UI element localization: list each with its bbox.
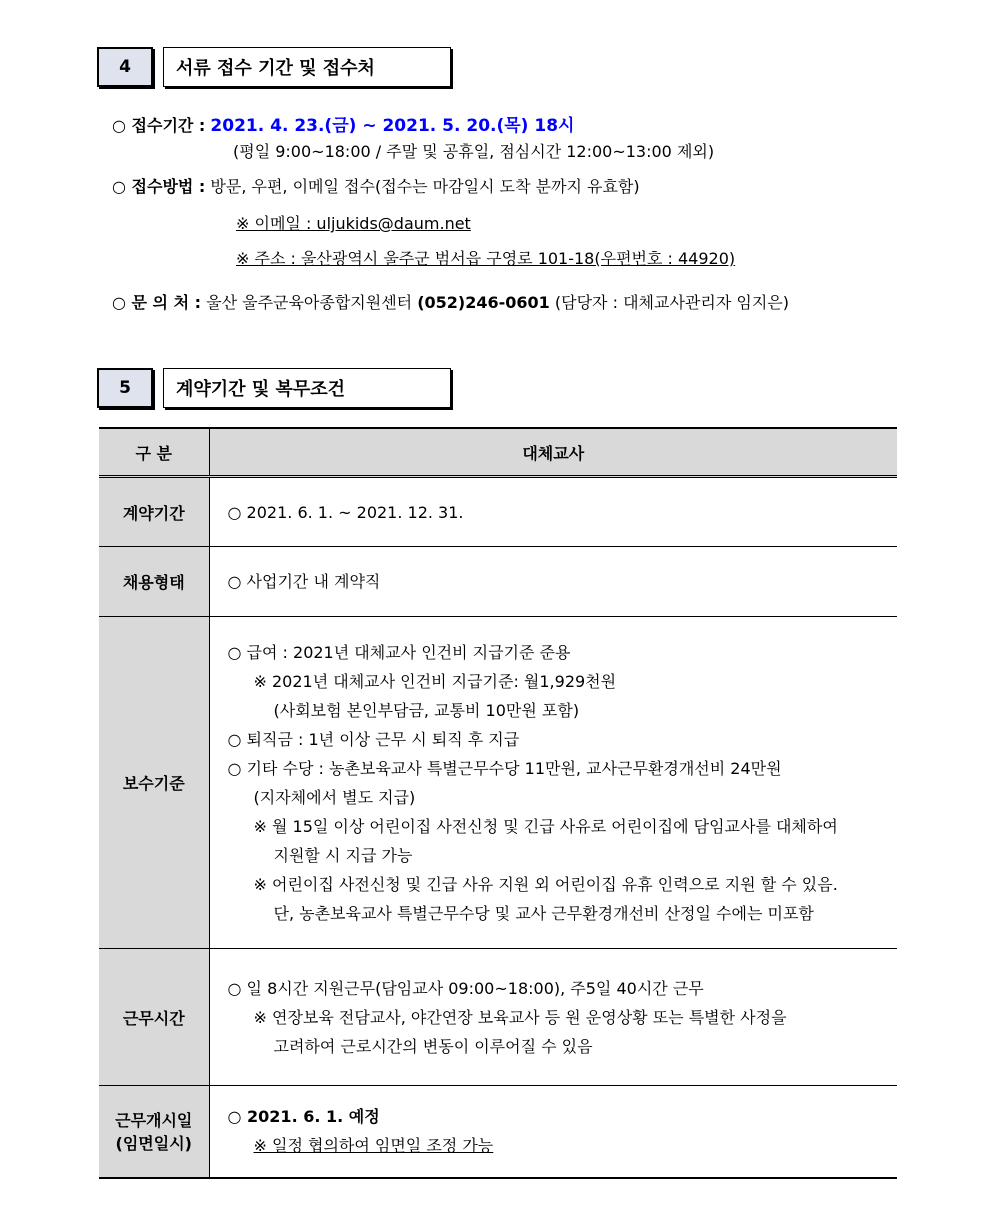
method-label: ○ 접수방법 : bbox=[112, 177, 206, 196]
email-line: ※ 이메일 : uljukids@daum.net bbox=[236, 214, 471, 233]
value-line: ○ 일 8시간 지원근무(담임교사 09:00~18:00), 주5일 40시간 근무 bbox=[227, 978, 704, 998]
value-line: ○ 퇴직금 : 1년 이상 근무 시 퇴직 후 지급 bbox=[227, 729, 520, 749]
value-line: ※ 일정 협의하여 임면일 조정 가능 bbox=[253, 1136, 494, 1156]
row-label: 채용형태 bbox=[99, 547, 209, 617]
row-value bbox=[209, 617, 897, 949]
period-label: ○ 접수기간 : bbox=[112, 116, 206, 135]
value-line: ※ 연장보육 전담교사, 야간연장 보육교사 등 원 운영상황 또는 특별한 사정을 bbox=[253, 1007, 787, 1027]
header-category: 구 분 bbox=[99, 428, 209, 477]
contact-org: 울산 울주군육아종합지원센터 bbox=[206, 293, 413, 312]
table-row bbox=[99, 617, 897, 949]
row-label: 계약기간 bbox=[99, 477, 209, 547]
section-number: 5 bbox=[97, 368, 153, 408]
row-label bbox=[99, 1086, 209, 1178]
value-line: 고려하여 근로시간의 변동이 이루어질 수 있음 bbox=[273, 1036, 593, 1056]
contact-person: (담당자 : 대체교사관리자 임지은) bbox=[554, 293, 789, 312]
table-header-row bbox=[99, 428, 897, 477]
method-row bbox=[112, 175, 640, 199]
conditions-table bbox=[99, 427, 897, 1179]
period-note: (평일 9:00~18:00 / 주말 및 공휴일, 점심시간 12:00~13:00 제외) bbox=[233, 142, 715, 161]
row-label: 근무시간 bbox=[99, 949, 209, 1086]
row-label-line: (임면일시) bbox=[115, 1134, 192, 1154]
row-value bbox=[209, 477, 897, 547]
value-line: ※ 월 15일 이상 어린이집 사전신청 및 긴급 사유로 어린이집에 담임교사를 대체하여 bbox=[253, 816, 838, 836]
value-line: ○ 2021. 6. 1. ~ 2021. 12. 31. bbox=[227, 502, 464, 522]
contact-phone: (052)246-0601 bbox=[417, 293, 550, 312]
row-label-line: 근무개시일 bbox=[115, 1111, 193, 1131]
header-substitute-teacher: 대체교사 bbox=[209, 428, 897, 477]
contact-label: ○ 문 의 처 : bbox=[112, 293, 202, 312]
value-line: ○ 급여 : 2021년 대체교사 인건비 지급기준 준용 bbox=[227, 642, 571, 662]
value-line: ○ 2021. 6. 1. 예정 bbox=[227, 1107, 380, 1127]
table-row bbox=[99, 1086, 897, 1178]
section-title: 서류 접수 기간 및 접수처 bbox=[163, 47, 451, 87]
row-value bbox=[209, 547, 897, 617]
value-line: 단, 농촌보육교사 특별근무수당 및 교사 근무환경개선비 산정일 수에는 미포함 bbox=[273, 903, 814, 923]
value-line: ※ 어린이집 사전신청 및 긴급 사유 지원 외 어린이집 유휴 인력으로 지원 할 수 있음. bbox=[253, 874, 838, 894]
contact-row bbox=[112, 291, 789, 315]
row-value bbox=[209, 949, 897, 1086]
value-line: (지자체에서 별도 지급) bbox=[253, 787, 416, 807]
value-line: ※ 2021년 대체교사 인건비 지급기준: 월1,929천원 bbox=[253, 671, 617, 691]
table-row bbox=[99, 477, 897, 547]
value-line: (사회보험 본인부담금, 교통비 10만원 포함) bbox=[273, 700, 580, 720]
method-value: 방문, 우편, 이메일 접수(접수는 마감일시 도착 분까지 유효함) bbox=[210, 177, 640, 196]
period-row bbox=[112, 114, 574, 138]
section-title: 계약기간 및 복무조건 bbox=[163, 368, 451, 408]
row-label: 보수기준 bbox=[99, 617, 209, 949]
row-value bbox=[209, 1086, 897, 1178]
section-number: 4 bbox=[97, 47, 153, 87]
value-line: ○ 기타 수당 : 농촌보육교사 특별근무수당 11만원, 교사근무환경개선비 24만원 bbox=[227, 758, 782, 778]
value-line: 지원할 시 지급 가능 bbox=[273, 845, 413, 865]
value-line: ○ 사업기간 내 계약직 bbox=[227, 572, 381, 591]
table-row bbox=[99, 949, 897, 1086]
table-row bbox=[99, 547, 897, 617]
period-value: 2021. 4. 23.(금) ~ 2021. 5. 20.(목) 18시 bbox=[210, 116, 575, 136]
address-line: ※ 주소 : 울산광역시 울주군 범서읍 구영로 101-18(우편번호 : 44920) bbox=[236, 249, 736, 268]
